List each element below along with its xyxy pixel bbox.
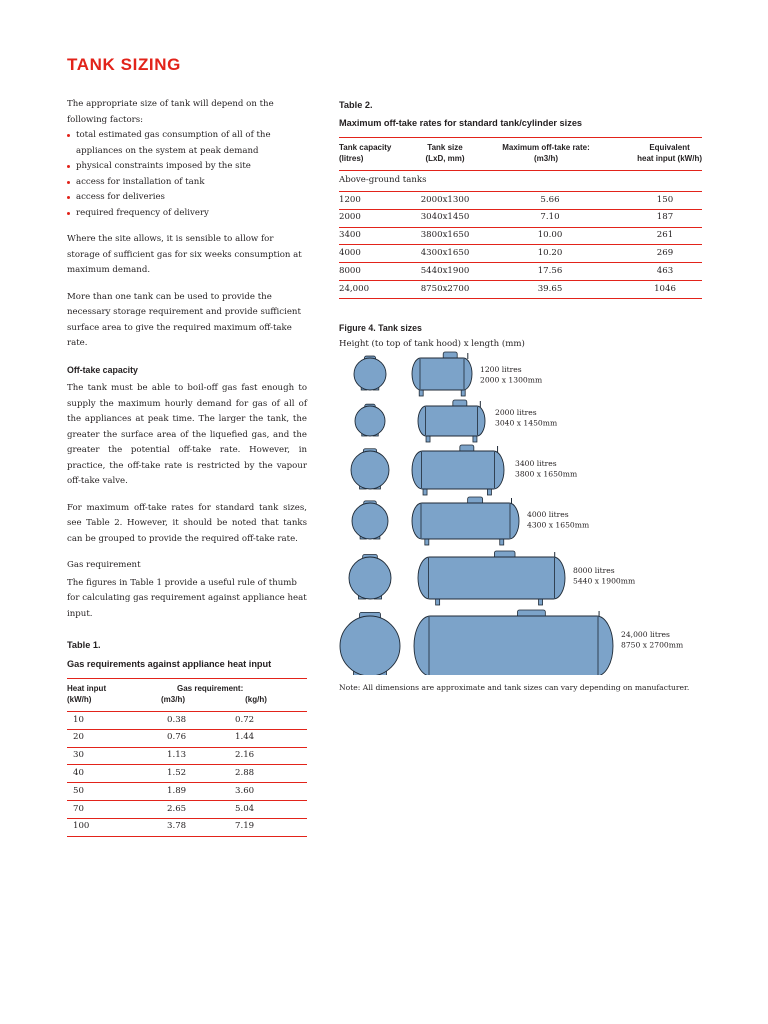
table-row — [339, 227, 702, 245]
table1-caption — [67, 637, 307, 672]
tank-end-view — [351, 451, 389, 489]
table1 — [67, 678, 307, 837]
table2-heat-cell: 187 — [606, 209, 702, 227]
tank-capacity-label: 4000 litres — [527, 510, 569, 519]
factors-list — [67, 128, 307, 221]
table1-m3-cell: 0.38 — [137, 712, 215, 730]
table2-capacity-cell: 1200 — [339, 192, 404, 210]
table2-rate-cell: 17.56 — [486, 263, 606, 281]
table2-capacity-cell: 24,000 — [339, 280, 404, 298]
table1-kg-cell: 5.04 — [215, 800, 307, 818]
tank-capacity-label: 1200 litres — [480, 365, 522, 374]
table1-heat-cell: 70 — [67, 800, 137, 818]
right-column — [339, 97, 704, 352]
table-row — [339, 280, 702, 298]
gas-requirement-paragraph: The figures in Table 1 provide a useful rule of thumb for calculating gas requirement against appliance heat input. — [67, 577, 307, 619]
table2-capacity-cell: 8000 — [339, 263, 404, 281]
table2-heat-cell: 150 — [606, 192, 702, 210]
table2-capacity-cell: 3400 — [339, 227, 404, 245]
table1-heat-cell: 10 — [67, 712, 137, 730]
tank-illustration — [349, 551, 565, 605]
page-title: TANK SIZING — [67, 55, 181, 74]
offtake-table-paragraph: For maximum off-take rates for standard tank sizes, see Table 2. However, it should be noted that tanks can be grouped to provide the required off-take rate. — [67, 502, 307, 544]
factor-item: access for deliveries — [67, 190, 307, 206]
multiple-tanks-paragraph: More than one tank can be used to provide the necessary storage requirement and provide sufficient surface area to give the required maximum off-take rate. — [67, 291, 301, 348]
table2-heat-cell: 463 — [606, 263, 702, 281]
tank-illustration — [354, 352, 472, 396]
tank-side-view — [412, 358, 472, 390]
table2-header-row — [339, 138, 702, 171]
table2-rate-cell: 5.66 — [486, 192, 606, 210]
table1-heat-cell: 50 — [67, 783, 137, 801]
table1-m3-cell: 1.13 — [137, 747, 215, 765]
table-row — [339, 209, 702, 227]
table2-header-capacity: Tank capacity (litres) — [339, 138, 404, 171]
factor-item: total estimated gas consumption of all of the appliances on the system at peak demand — [67, 128, 307, 159]
tank-side-view — [412, 451, 504, 489]
table1-header-gas: Gas requirement: (m3/h) (kg/h) — [137, 679, 307, 712]
table-row — [339, 263, 702, 281]
table-row — [67, 783, 307, 801]
table2-header-size: Tank size (LxD, mm) — [404, 138, 486, 171]
tank-side-view — [414, 616, 613, 675]
table1-kg-cell: 3.60 — [215, 783, 307, 801]
tank-capacity-label: 24,000 litres — [621, 630, 670, 639]
table2-group-label: Above-ground tanks — [339, 171, 702, 192]
gas-requirement-heading: Gas requirement — [67, 560, 141, 570]
table1-header-heat: Heat input (kW/h) — [67, 679, 137, 712]
table2-group-row — [339, 171, 702, 192]
table-row — [339, 245, 702, 263]
offtake-heading: Off-take capacity — [67, 364, 138, 375]
table2-header-heat: Equivalent heat input (kW/h) — [606, 138, 702, 171]
table2-size-cell: 8750x2700 — [404, 280, 486, 298]
table1-heat-cell: 20 — [67, 729, 137, 747]
table2-size-cell: 5440x1900 — [404, 263, 486, 281]
table2-rate-cell: 10.20 — [486, 245, 606, 263]
tank-dimension-label: 3040 x 1450mm — [495, 418, 558, 428]
table1-kg-cell: 0.72 — [215, 712, 307, 730]
table1-heat-cell: 100 — [67, 818, 137, 836]
tank-capacity-label: 8000 litres — [573, 566, 615, 575]
table1-m3-cell: 3.78 — [137, 818, 215, 836]
tank-dimension-label: 8750 x 2700mm — [621, 640, 684, 650]
tank-dimension-label: 4300 x 1650mm — [527, 520, 590, 530]
tank-end-view — [352, 503, 388, 539]
table1-label: Table 1. — [67, 640, 101, 650]
tank-end-view — [349, 557, 391, 599]
table-row — [67, 747, 307, 765]
table-row — [67, 800, 307, 818]
table1-kg-cell: 7.19 — [215, 818, 307, 836]
table2-size-cell: 3800x1650 — [404, 227, 486, 245]
table1-title: Gas requirements against appliance heat input — [67, 659, 272, 669]
factor-item: access for installation of tank — [67, 175, 307, 191]
tank-end-view — [354, 358, 386, 390]
tank-side-view — [418, 406, 485, 436]
tank-illustration — [351, 445, 504, 495]
tank-side-view — [418, 557, 565, 599]
factor-item: physical constraints imposed by the site — [67, 159, 307, 175]
table1-header-row — [67, 679, 307, 712]
table1-kg-cell: 1.44 — [215, 729, 307, 747]
table2-size-cell: 2000x1300 — [404, 192, 486, 210]
tank-illustration — [352, 497, 519, 545]
factor-item: required frequency of delivery — [67, 206, 307, 222]
figure4-label: Figure 4. Tank sizes — [339, 322, 422, 333]
table1-m3-cell: 0.76 — [137, 729, 215, 747]
tank-end-view — [340, 616, 400, 675]
table2-rate-cell: 10.00 — [486, 227, 606, 245]
tank-dimension-label: 3800 x 1650mm — [515, 469, 578, 479]
tank-illustration — [340, 610, 613, 675]
table1-kg-cell: 2.16 — [215, 747, 307, 765]
table2-heat-cell: 261 — [606, 227, 702, 245]
tank-capacity-label: 3400 litres — [515, 459, 557, 468]
left-column — [67, 97, 307, 837]
tank-capacity-label: 2000 litres — [495, 408, 537, 417]
figure4-subtitle: Height (to top of tank hood) x length (mm) — [339, 338, 525, 349]
tank-side-view — [412, 503, 519, 539]
tank-dimension-label: 5440 x 1900mm — [573, 576, 636, 586]
table-row — [67, 765, 307, 783]
tank-illustration — [355, 400, 485, 442]
storage-paragraph: Where the site allows, it is sensible to allow for storage of sufficient gas for six weeks consumption at maximum demand. — [67, 234, 302, 275]
table2-header-rate: Maximum off-take rate: (m3/h) — [486, 138, 606, 171]
table1-m3-cell: 1.52 — [137, 765, 215, 783]
table2-rate-cell: 39.65 — [486, 280, 606, 298]
intro-lead: The appropriate size of tank will depend on the following factors: — [67, 99, 274, 125]
table-row — [67, 729, 307, 747]
table-row — [67, 818, 307, 836]
table-row — [339, 192, 702, 210]
table2-heat-cell: 269 — [606, 245, 702, 263]
table1-kg-cell: 2.88 — [215, 765, 307, 783]
table2-title: Maximum off-take rates for standard tank/cylinder sizes — [339, 118, 583, 128]
tank-end-view — [355, 406, 385, 436]
table1-heat-cell: 30 — [67, 747, 137, 765]
table2-rate-cell: 7.10 — [486, 209, 606, 227]
table2-label: Table 2. — [339, 100, 373, 110]
table2-capacity-cell: 4000 — [339, 245, 404, 263]
table2-size-cell: 3040x1450 — [404, 209, 486, 227]
table1-m3-cell: 1.89 — [137, 783, 215, 801]
figure-note: Note: All dimensions are approximate and tank sizes can vary depending on manufacturer. — [339, 683, 690, 692]
table2 — [339, 137, 702, 299]
tank-sizes-figure — [339, 340, 709, 675]
table1-heat-cell: 40 — [67, 765, 137, 783]
table2-capacity-cell: 2000 — [339, 209, 404, 227]
table2-size-cell: 4300x1650 — [404, 245, 486, 263]
tank-dimension-label: 2000 x 1300mm — [480, 375, 543, 385]
table-row — [67, 712, 307, 730]
offtake-paragraph: The tank must be able to boil-off gas fast enough to supply the maximum hourly demand for gas of all of the appliances at peak time. The larger the tank, the greater the surface area of the liquefied gas, and the greater the potential off-take rate. However, in practice, the off-take rate is restricted by the vapour off-take valve. — [67, 383, 307, 486]
table1-m3-cell: 2.65 — [137, 800, 215, 818]
table2-heat-cell: 1046 — [606, 280, 702, 298]
